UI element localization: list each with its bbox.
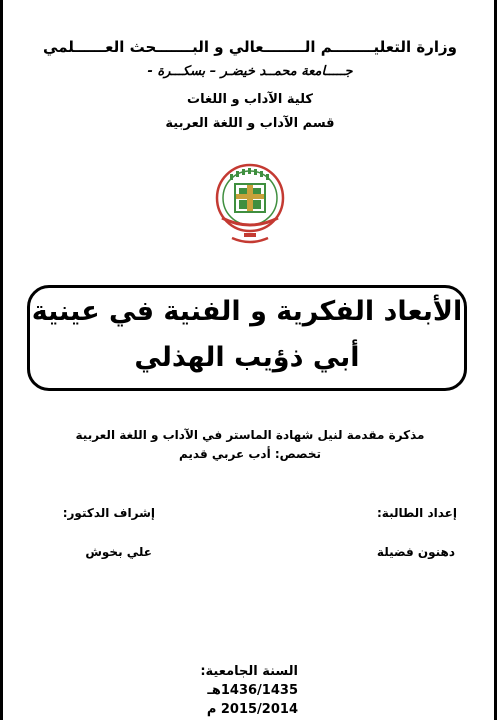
academic-year-block [200,662,298,719]
thesis-title-line-2: أبي ذؤيب الهذلي [134,342,360,373]
university-seal-icon [208,162,292,248]
academic-year-gregorian: 2015/2014 م [206,702,298,717]
supervisor-name: علي بخوش [85,545,152,559]
supervisor-label: إشراف الدكتور: [62,506,155,520]
faculty-heading: كلية الآداب و اللغات [187,92,313,107]
ministry-heading: وزارة التعليــــــــم الــــــــعالي و البـــــــحث العــــــلمي [43,38,457,56]
student-name: دهنون فضيلة [376,545,455,559]
memo-specialty: تخصص: أدب عربي قديم [178,447,322,461]
memo-description: مذكرة مقدمة لنيل شهادة الماستر في الآداب و اللغة العربية [75,428,425,442]
department-heading: قسم الآداب و اللغة العربية [165,116,335,131]
academic-year-hijri: 1436/1435هـ [207,683,298,698]
university-heading: جـــــامعة محمــد خيضـر – بسكـــرة - [147,64,353,79]
page-border-left [0,0,3,720]
prepared-by-label: إعداد الطالبة: [377,506,457,520]
thesis-title-line-1: الأبعاد الفكرية و الفنية في عينية [31,296,463,327]
academic-year-label: السنة الجامعية: [200,664,298,679]
page-border-right [494,0,497,720]
